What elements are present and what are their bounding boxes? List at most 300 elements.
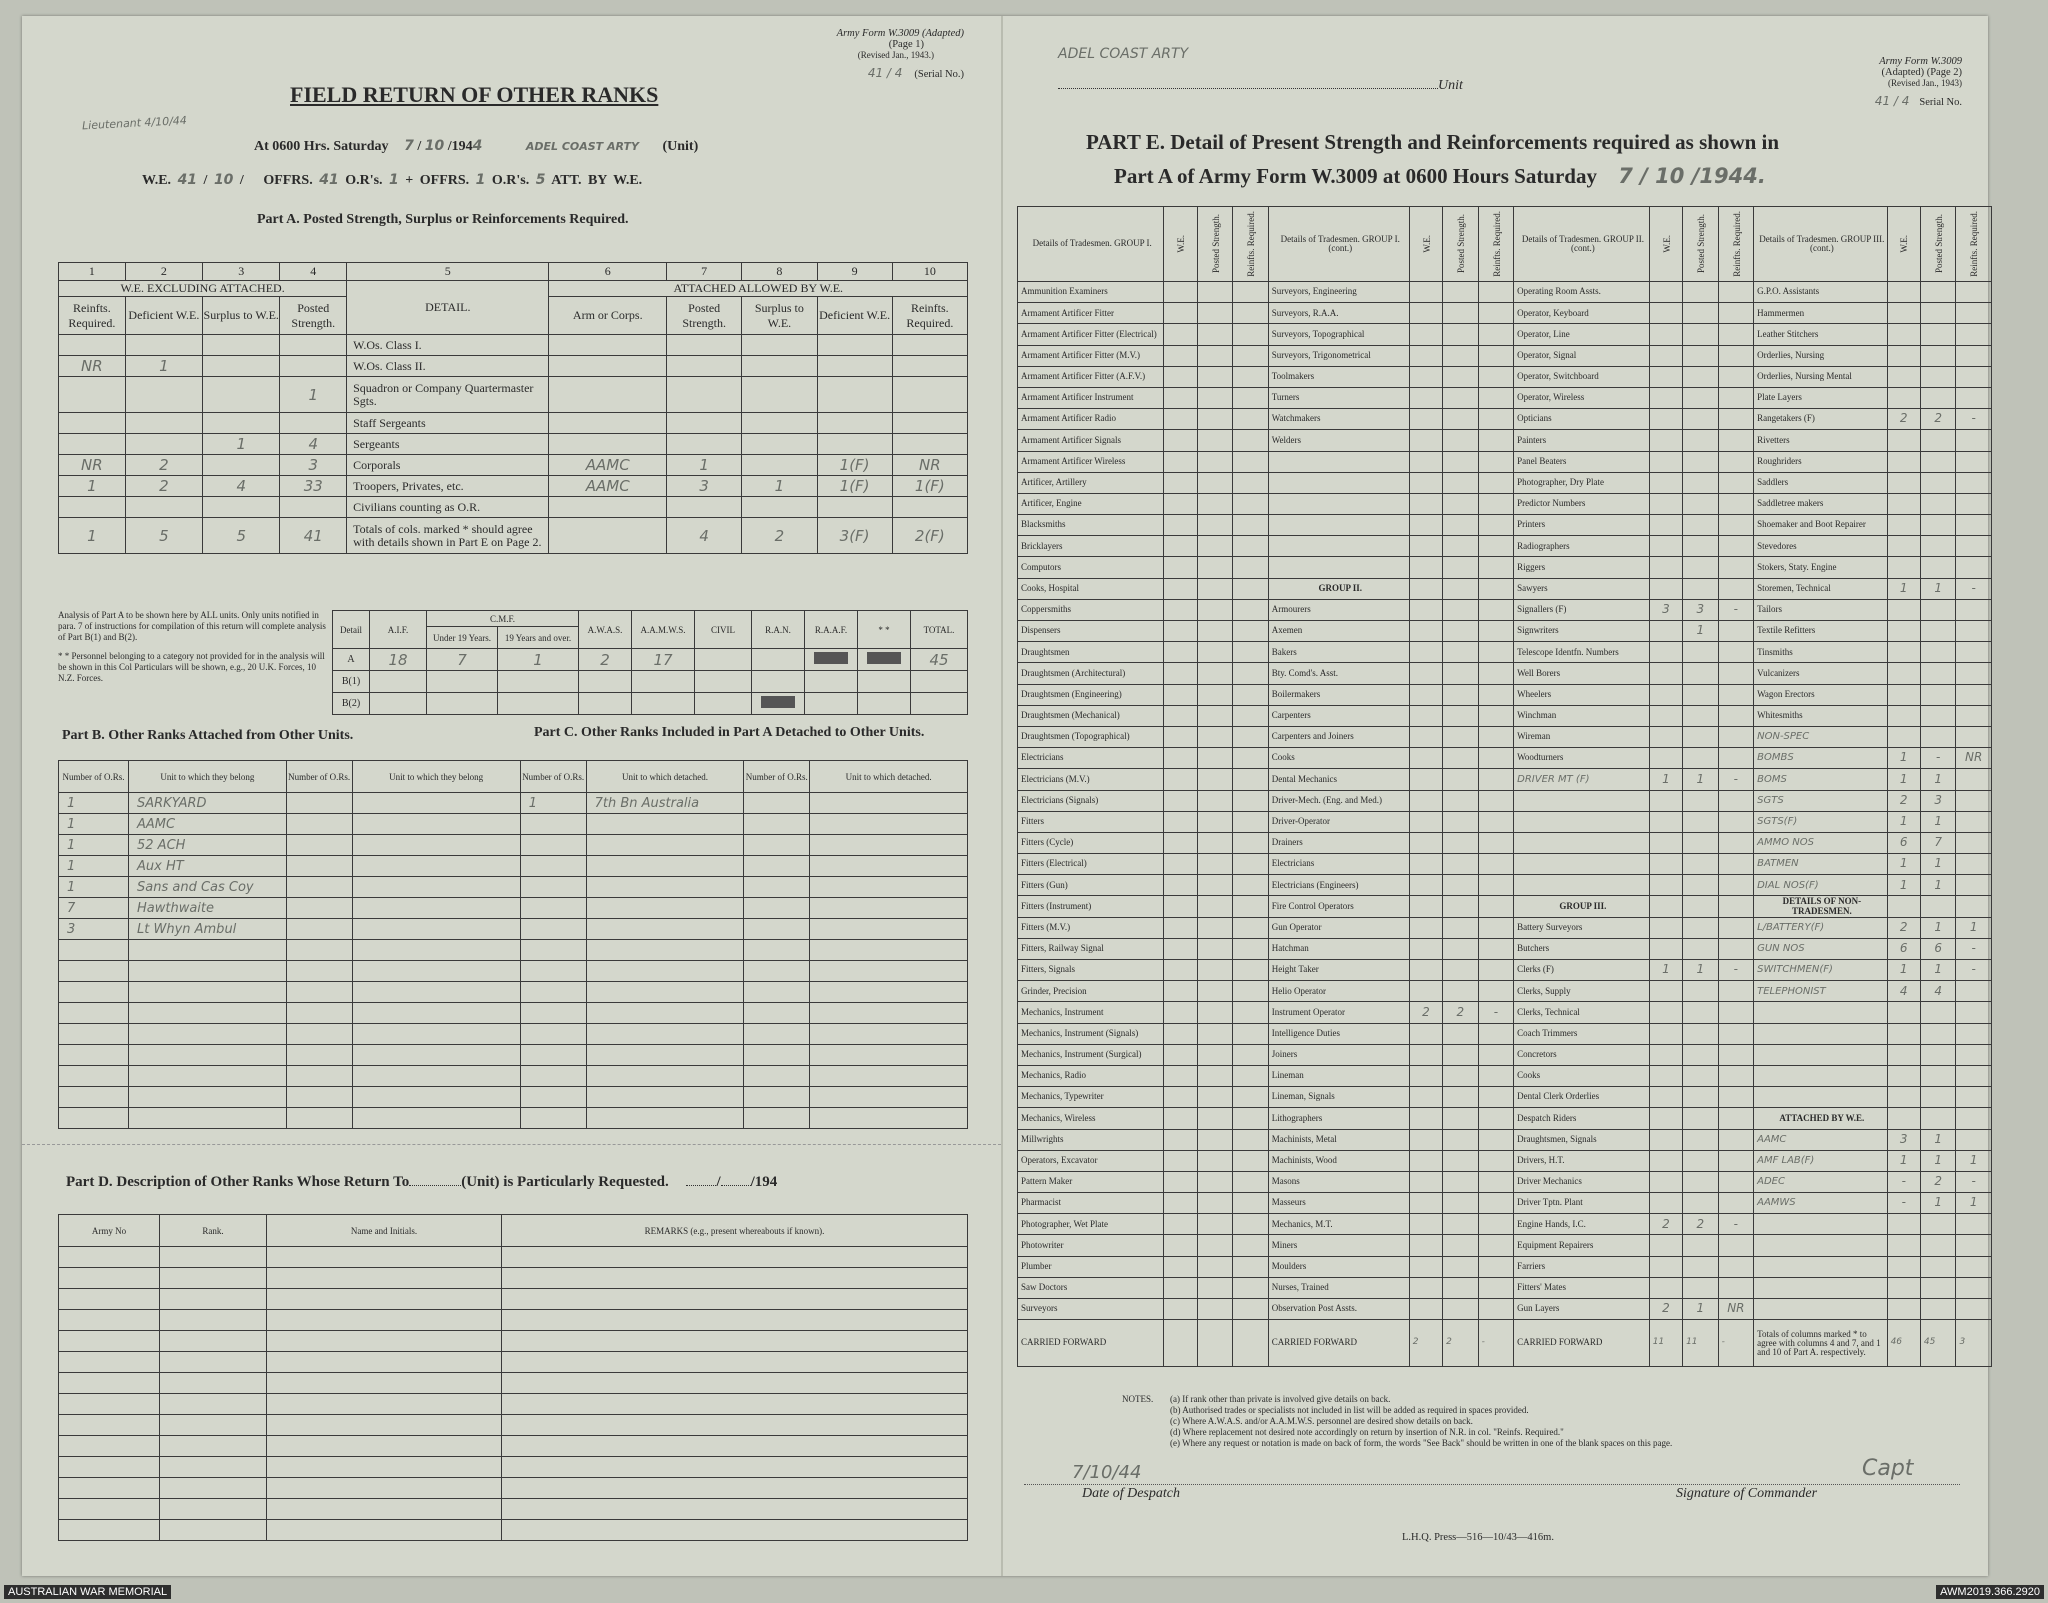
partE-value-cell xyxy=(1649,515,1682,536)
partBC-cell xyxy=(586,1024,744,1045)
partE-value-cell: 3 xyxy=(1887,1129,1920,1150)
partE-trade-cell: Driver Mechanics xyxy=(1514,1171,1650,1192)
partBC-cell xyxy=(286,793,352,814)
partE-value-cell: - xyxy=(1920,748,1956,769)
partC-h-number: Number of O.Rs. xyxy=(520,761,586,793)
partE-trade-cell: Signwriters xyxy=(1514,621,1650,642)
partBC-cell xyxy=(520,961,586,982)
partE-value-cell xyxy=(1443,387,1479,408)
partE-value-cell xyxy=(1164,366,1197,387)
partE-value-cell xyxy=(1478,1087,1514,1108)
partE-value-cell xyxy=(1197,493,1233,514)
partE-value-cell xyxy=(1956,282,1992,303)
partE-value-cell xyxy=(1164,1277,1197,1298)
partE-value-cell xyxy=(1683,1108,1719,1129)
partE-value-cell xyxy=(1197,1299,1233,1320)
partBC-cell xyxy=(129,940,287,961)
partE-trade-cell: SWITCHMEN(F) xyxy=(1754,960,1887,981)
partE-trade-cell: GROUP II. xyxy=(1268,578,1409,599)
partE-value-cell xyxy=(1478,536,1514,557)
partBC-cell xyxy=(352,814,520,835)
partBC-cell xyxy=(744,1087,810,1108)
partE-value-cell xyxy=(1956,345,1992,366)
partBC-cell xyxy=(586,1087,744,1108)
partE-trade-cell: Roughriders xyxy=(1754,451,1887,472)
partE-value-cell xyxy=(1649,1256,1682,1277)
partE-trade-cell: Driver-Operator xyxy=(1268,811,1409,832)
partE-trade-cell: BOMBS xyxy=(1754,748,1887,769)
partE-value-cell xyxy=(1718,366,1754,387)
partE-row xyxy=(1018,1150,1992,1171)
partE-row xyxy=(1018,303,1992,324)
partBC-cell xyxy=(59,1087,129,1108)
partBC-cell xyxy=(810,961,968,982)
partA-colnum: 2 xyxy=(125,263,202,281)
partE-trade-cell: Operator, Switchboard xyxy=(1514,366,1650,387)
partBC-row xyxy=(59,814,968,835)
partE-value-cell xyxy=(1683,790,1719,811)
partBC-cell xyxy=(586,1066,744,1087)
partE-trade-cell: Dispensers xyxy=(1018,621,1164,642)
partE-value-cell xyxy=(1443,896,1479,917)
partE-value-cell xyxy=(1478,451,1514,472)
partE-value-cell xyxy=(1887,621,1920,642)
partE-trade-cell: Armament Artificer Radio xyxy=(1018,409,1164,430)
partE-value-cell xyxy=(1478,642,1514,663)
partE-trade-cell: Masons xyxy=(1268,1171,1409,1192)
partE-value-cell xyxy=(1956,1108,1992,1129)
partA-cell-col10 xyxy=(892,434,967,455)
analysis-cell xyxy=(370,693,427,715)
partE-value-cell xyxy=(1718,1171,1754,1192)
partA-cell-col9 xyxy=(817,497,892,518)
partBC-row xyxy=(59,835,968,856)
partA-header-arm: Arm or Corps. xyxy=(549,297,667,335)
partE-row xyxy=(1018,663,1992,684)
partE-value-cell xyxy=(1164,1171,1197,1192)
partA-cell-col2: 2 xyxy=(125,476,202,497)
partE-value-cell xyxy=(1164,1256,1197,1277)
partE-value-cell xyxy=(1478,557,1514,578)
partE-value-cell xyxy=(1683,409,1719,430)
partE-trade-cell: Fitters' Mates xyxy=(1514,1277,1650,1298)
partE-value-cell: 2 xyxy=(1649,1299,1682,1320)
partA-cell-col7 xyxy=(667,434,742,455)
partE-value-cell xyxy=(1197,832,1233,853)
partE-value-cell xyxy=(1233,875,1269,896)
partE-value-cell xyxy=(1233,1193,1269,1214)
partE-trade-cell: Cooks xyxy=(1268,748,1409,769)
partE-trade-cell: Predictor Numbers xyxy=(1514,493,1650,514)
partE-trade-cell: Computors xyxy=(1018,557,1164,578)
partA-cell-detail: Civilians counting as O.R. xyxy=(347,497,549,518)
partA-row xyxy=(59,356,968,377)
partD-cell xyxy=(59,1268,160,1289)
partBC-body xyxy=(59,793,968,1129)
page2-title-date: 7 / 10 /194 xyxy=(1618,164,1744,188)
partE-trade-cell: Draughtsmen (Engineering) xyxy=(1018,684,1164,705)
partA-cell-col1: NR xyxy=(59,455,126,476)
partE-row xyxy=(1018,599,1992,620)
partE-value-cell xyxy=(1233,493,1269,514)
partE-trade-cell: Electricians (M.V.) xyxy=(1018,769,1164,790)
partE-value-cell xyxy=(1887,896,1920,917)
we-value-1: 41 xyxy=(177,172,198,188)
partD-cell xyxy=(502,1415,968,1436)
partE-trade-cell xyxy=(1268,557,1409,578)
partD-row xyxy=(59,1268,968,1289)
analysis-h-civil: CIVIL xyxy=(695,611,752,649)
analysis-row xyxy=(333,649,968,671)
partE-value-cell xyxy=(1956,684,1992,705)
partE-value-cell xyxy=(1409,726,1442,747)
partE-row xyxy=(1018,557,1992,578)
partE-value-cell xyxy=(1409,472,1442,493)
partD-cell xyxy=(160,1289,267,1310)
partA-colnum: 1 xyxy=(59,263,126,281)
partE-value-cell xyxy=(1887,303,1920,324)
partE-row xyxy=(1018,451,1992,472)
partE-value-cell xyxy=(1683,387,1719,408)
partE-trade-cell: Instrument Operator xyxy=(1268,1002,1409,1023)
analysis-cell: A xyxy=(333,649,370,671)
partE-value-cell xyxy=(1887,599,1920,620)
partA-cell-col4: 1 xyxy=(280,377,347,413)
partA-cell-detail: Squadron or Company Quartermaster Sgts. xyxy=(347,377,549,413)
partBC-cell xyxy=(520,1087,586,1108)
partE-trade-cell: Drainers xyxy=(1268,832,1409,853)
partE-trade-cell: Saddletree makers xyxy=(1754,493,1887,514)
partE-value-cell xyxy=(1409,896,1442,917)
partE-value-cell xyxy=(1887,1256,1920,1277)
partE-value-cell xyxy=(1233,1044,1269,1065)
partBC-cell xyxy=(744,856,810,877)
partBC-cell xyxy=(286,898,352,919)
partE-value-cell xyxy=(1478,832,1514,853)
partE-value-cell xyxy=(1920,430,1956,451)
note-item: (b) Authorised trades or specialists not included in list will be added as required in spaces provided. xyxy=(1170,1405,1529,1415)
partBC-cell xyxy=(810,1108,968,1129)
page2-title-1: PART E. Detail of Present Strength and Reinforcements required as shown in xyxy=(1086,130,1780,154)
partE-value-cell xyxy=(1956,1277,1992,1298)
partE-value-cell xyxy=(1649,345,1682,366)
partE-value-cell xyxy=(1920,557,1956,578)
partD-cell xyxy=(502,1457,968,1478)
partE-value-cell xyxy=(1718,642,1754,663)
cf-g2c-posted: 11 xyxy=(1683,1320,1719,1367)
partB-h-number: Number of O.Rs. xyxy=(59,761,129,793)
partE-value-cell xyxy=(1443,1150,1479,1171)
notes-label: NOTES. xyxy=(1122,1394,1154,1404)
partE-value-cell: 1 xyxy=(1920,917,1956,938)
partBC-cell xyxy=(810,835,968,856)
partE-trade-cell: Electricians (Signals) xyxy=(1018,790,1164,811)
partE-value-cell xyxy=(1197,1277,1233,1298)
partD-cell xyxy=(502,1478,968,1499)
partE-value-cell xyxy=(1683,1171,1719,1192)
partE-value-cell xyxy=(1649,1277,1682,1298)
partE-value-cell xyxy=(1409,917,1442,938)
analysis-cell xyxy=(752,671,805,693)
analysis-cell xyxy=(752,693,805,715)
credit-left: AUSTRALIAN WAR MEMORIAL xyxy=(4,1585,171,1599)
partE-value-cell xyxy=(1443,599,1479,620)
partA-row xyxy=(59,413,968,434)
partE-value-cell: 1 xyxy=(1956,1150,1992,1171)
partE-value-cell xyxy=(1920,536,1956,557)
partBC-cell: Aux HT xyxy=(129,856,287,877)
partE-value-cell xyxy=(1443,578,1479,599)
partA-cell-col1 xyxy=(59,434,126,455)
partE-value-cell xyxy=(1887,1044,1920,1065)
partE-row xyxy=(1018,1002,1992,1023)
partE-value-cell xyxy=(1233,790,1269,811)
partE-trade-cell: Operator, Keyboard xyxy=(1514,303,1650,324)
partE-value-cell xyxy=(1649,1150,1682,1171)
partE-value-cell xyxy=(1409,430,1442,451)
partE-value-cell: - xyxy=(1956,960,1992,981)
partD-cell xyxy=(502,1247,968,1268)
partE-value-cell xyxy=(1649,1087,1682,1108)
partE-trade-cell: Drivers, H.T. xyxy=(1514,1150,1650,1171)
partD-row xyxy=(59,1310,968,1331)
partE-value-cell xyxy=(1233,515,1269,536)
analysis-cell: B(1) xyxy=(333,671,370,693)
partE-value-cell xyxy=(1409,578,1442,599)
note-item: (d) Where replacement not desired note accordingly on return by insertion of N.R. in col. "Reinfs. Required." xyxy=(1170,1427,1564,1437)
partE-value-cell xyxy=(1197,854,1233,875)
partE-value-cell xyxy=(1164,684,1197,705)
analysis-h-cmf: C.M.F. xyxy=(427,611,579,627)
partE-value-cell xyxy=(1649,981,1682,1002)
partE-value-cell xyxy=(1887,282,1920,303)
partE-trade-cell: Machinists, Wood xyxy=(1268,1150,1409,1171)
partE-value-cell xyxy=(1920,1235,1956,1256)
partBC-cell xyxy=(744,919,810,940)
partE-row xyxy=(1018,621,1992,642)
partBC-cell xyxy=(286,1003,352,1024)
partE-value-cell xyxy=(1197,557,1233,578)
partD-cell xyxy=(267,1478,502,1499)
partE-value-cell xyxy=(1920,324,1956,345)
partE-value-cell xyxy=(1718,1256,1754,1277)
partE-row xyxy=(1018,472,1992,493)
analysis-row xyxy=(333,693,968,715)
partA-header-surplus2: Surplus to W.E. xyxy=(742,297,817,335)
partE-value-cell xyxy=(1197,621,1233,642)
partA-cell-col8 xyxy=(742,335,817,356)
partE-value-cell: 2 xyxy=(1920,409,1956,430)
partE-trade-cell: Operator, Wireless xyxy=(1514,387,1650,408)
partE-value-cell: 1 xyxy=(1887,811,1920,832)
partBC-cell: 1 xyxy=(59,856,129,877)
partE-value-cell xyxy=(1443,1256,1479,1277)
partE-value-cell xyxy=(1409,324,1442,345)
partE-trade-cell: Hatchman xyxy=(1268,938,1409,959)
partE-value-cell xyxy=(1649,1171,1682,1192)
partA-cell-detail: Sergeants xyxy=(347,434,549,455)
partBC-cell xyxy=(286,1087,352,1108)
partE-value-cell xyxy=(1478,1193,1514,1214)
partE-value-cell xyxy=(1164,599,1197,620)
partE-value-cell xyxy=(1164,472,1197,493)
partBC-cell xyxy=(286,835,352,856)
partE-row xyxy=(1018,409,1992,430)
partE-row xyxy=(1018,811,1992,832)
partE-value-cell xyxy=(1920,303,1956,324)
partE-value-cell xyxy=(1718,578,1754,599)
partA-colnum: 4 xyxy=(280,263,347,281)
partE-value-cell xyxy=(1956,1044,1992,1065)
partE-trade-cell: Saw Doctors xyxy=(1018,1277,1164,1298)
partE-value-cell xyxy=(1887,642,1920,663)
analysis-cell xyxy=(427,693,498,715)
partE-value-cell xyxy=(1649,1235,1682,1256)
partE-value-cell xyxy=(1920,1087,1956,1108)
partE-trade-cell: Armourers xyxy=(1268,599,1409,620)
partBC-cell xyxy=(744,940,810,961)
partE-value-cell xyxy=(1197,345,1233,366)
partBC-cell xyxy=(744,1108,810,1129)
partE-h-reinfts: Reinfts. Required. xyxy=(1246,211,1257,277)
partD-cell xyxy=(160,1436,267,1457)
partD-cell xyxy=(502,1394,968,1415)
partA-cell-col7: 3 xyxy=(667,476,742,497)
partE-row xyxy=(1018,960,1992,981)
partE-value-cell xyxy=(1164,705,1197,726)
partA-colnum: 9 xyxy=(817,263,892,281)
partE-value-cell xyxy=(1443,875,1479,896)
offrs-value: 1 xyxy=(389,172,399,188)
partE-value-cell xyxy=(1649,896,1682,917)
partE-trade-cell: Saddlers xyxy=(1754,472,1887,493)
partE-h-we: W.E. xyxy=(1899,235,1910,253)
partE-trade-cell: DIAL NOS(F) xyxy=(1754,875,1887,896)
partE-h-we: W.E. xyxy=(1661,235,1672,253)
partB-title: Part B. Other Ranks Attached from Other Units. xyxy=(62,728,354,743)
partBC-cell xyxy=(352,898,520,919)
partBC-cell xyxy=(810,1045,968,1066)
partE-trade-cell: Despatch Riders xyxy=(1514,1108,1650,1129)
partE-value-cell xyxy=(1443,663,1479,684)
partE-value-cell xyxy=(1164,769,1197,790)
partA-cell-col9: 1(F) xyxy=(817,476,892,497)
partE-trade-cell: Wagon Erectors xyxy=(1754,684,1887,705)
partD-cell xyxy=(502,1268,968,1289)
partE-value-cell xyxy=(1718,387,1754,408)
partE-row xyxy=(1018,726,1992,747)
partE-carried-forward-row xyxy=(1018,1320,1992,1367)
partA-cell-col1 xyxy=(59,497,126,518)
cf-g2c-we: 11 xyxy=(1649,1320,1682,1367)
page2-adapted: (Adapted) (Page 2) xyxy=(1881,67,1962,78)
analysis-cell xyxy=(632,693,695,715)
page2-title-2-text: Part A of Army Form W.3009 at 0600 Hours Saturday xyxy=(1114,164,1597,188)
partE-trade-cell: Surveyors xyxy=(1018,1299,1164,1320)
partE-trade-cell xyxy=(1268,536,1409,557)
partE-value-cell xyxy=(1649,1023,1682,1044)
partE-value-cell xyxy=(1683,578,1719,599)
partC-h-unit: Unit to which detached. xyxy=(586,761,744,793)
partA-cell-col3: 4 xyxy=(203,476,280,497)
partE-value-cell xyxy=(1683,536,1719,557)
partBC-cell xyxy=(744,793,810,814)
partBC-cell: 1 xyxy=(59,793,129,814)
partE-value-cell xyxy=(1233,769,1269,790)
partBC-cell: Lt Whyn Ambul xyxy=(129,919,287,940)
partE-value-cell xyxy=(1718,705,1754,726)
partA-row xyxy=(59,377,968,413)
partE-value-cell xyxy=(1409,705,1442,726)
partA-colnum: 3 xyxy=(203,263,280,281)
partBC-cell xyxy=(352,1024,520,1045)
partBC-cell xyxy=(520,898,586,919)
partE-value-cell: 1 xyxy=(1887,578,1920,599)
partE-value-cell xyxy=(1887,557,1920,578)
partBC-row xyxy=(59,1003,968,1024)
partE-value-cell xyxy=(1164,1150,1197,1171)
partE-value-cell: 1 xyxy=(1887,748,1920,769)
partBC-cell xyxy=(352,1045,520,1066)
partA-cell-col6 xyxy=(549,434,667,455)
partD-cell xyxy=(160,1247,267,1268)
partA-cell-col8 xyxy=(742,356,817,377)
partD-cell xyxy=(59,1520,160,1541)
partE-trade-cell: Rivetters xyxy=(1754,430,1887,451)
partE-value-cell xyxy=(1197,578,1233,599)
partE-trade-cell: Stokers, Staty. Engine xyxy=(1754,557,1887,578)
partE-trade-cell: Armament Artificer Instrument xyxy=(1018,387,1164,408)
partA-cell-col1: 1 xyxy=(59,476,126,497)
partE-value-cell xyxy=(1409,1256,1442,1277)
partE-value-cell xyxy=(1409,599,1442,620)
partE-trade-cell: Battery Surveyors xyxy=(1514,917,1650,938)
partE-trade-cell: AMF LAB(F) xyxy=(1754,1150,1887,1171)
partA-body xyxy=(59,335,968,554)
partA-cell-col9 xyxy=(817,377,892,413)
partE-value-cell xyxy=(1649,875,1682,896)
partE-value-cell xyxy=(1233,854,1269,875)
partA-cell-col6: AAMC xyxy=(549,476,667,497)
partE-value-cell xyxy=(1718,451,1754,472)
partA-cell-col2 xyxy=(125,497,202,518)
partA-cell-col4: 41 xyxy=(280,518,347,554)
partE-value-cell xyxy=(1409,960,1442,981)
partE-value-cell xyxy=(1683,282,1719,303)
partBC-cell xyxy=(352,793,520,814)
partD-row xyxy=(59,1415,968,1436)
partE-value-cell xyxy=(1718,409,1754,430)
partE-value-cell xyxy=(1233,599,1269,620)
partE-trade-cell: Mechanics, Instrument (Signals) xyxy=(1018,1023,1164,1044)
partE-value-cell xyxy=(1478,663,1514,684)
partE-trade-cell: Carpenters xyxy=(1268,705,1409,726)
partE-row xyxy=(1018,1065,1992,1086)
partD-cell xyxy=(267,1499,502,1520)
partE-value-cell xyxy=(1443,917,1479,938)
partBC-cell: 1 xyxy=(59,814,129,835)
partE-value-cell xyxy=(1683,981,1719,1002)
partE-value-cell xyxy=(1718,811,1754,832)
partD-cell xyxy=(59,1415,160,1436)
partE-value-cell xyxy=(1164,1087,1197,1108)
partE-value-cell: 1 xyxy=(1887,854,1920,875)
partE-trade-cell: Pharmacist xyxy=(1018,1193,1164,1214)
partE-value-cell xyxy=(1956,1235,1992,1256)
partE-value-cell xyxy=(1887,1277,1920,1298)
partE-row xyxy=(1018,536,1992,557)
partE-value-cell xyxy=(1478,1214,1514,1235)
